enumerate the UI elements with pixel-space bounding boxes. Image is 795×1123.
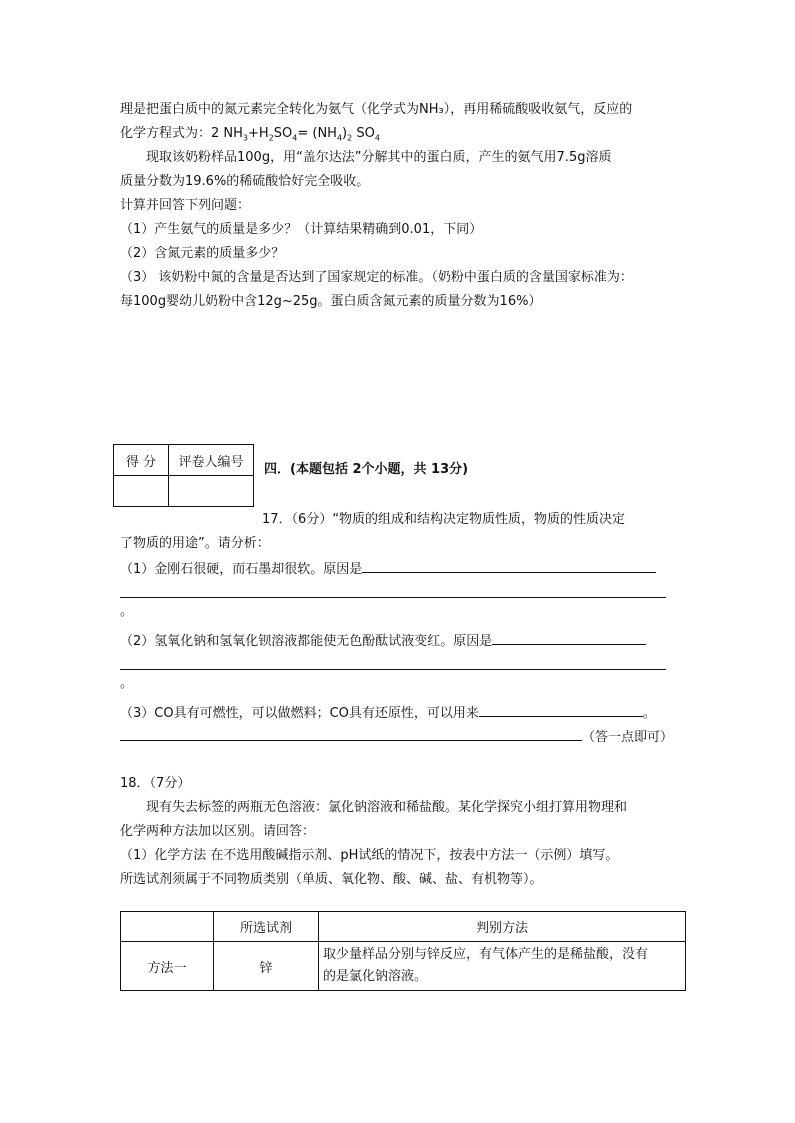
question-3b: 每100g婴幼儿奶粉中含12g~25g。蛋白质含氮元素的质量分数为16%） xyxy=(120,294,542,309)
equation-part: +H xyxy=(248,126,269,141)
section-4-title: 四．(本题包括 2个小题，共 13分) xyxy=(264,462,469,477)
equation-suffix: SO xyxy=(352,126,375,141)
q17-part-1 xyxy=(120,558,656,580)
score-label: 得 分 xyxy=(114,445,169,476)
table-header-method: 判别方法 xyxy=(319,912,686,942)
grader-input[interactable] xyxy=(169,476,254,507)
score-input[interactable] xyxy=(114,476,169,507)
period: 。 xyxy=(642,706,656,721)
q17-line-2: 了物质的用途”。请分析： xyxy=(120,536,270,551)
answer-blank[interactable] xyxy=(120,726,582,741)
q18-line-2: 化学两种方法加以区别。请回答： xyxy=(120,824,316,839)
intro-line-1: 理是把蛋白质中的氮元素完全转化为氨气（化学式为NH₃），再用稀硫酸吸收氨气，反应的 xyxy=(120,102,633,117)
equation-part: = (NH xyxy=(297,126,337,141)
sub: 2 xyxy=(268,133,274,143)
sub: 4 xyxy=(292,133,298,143)
sub: 3 xyxy=(242,133,248,143)
table-row-method xyxy=(319,942,686,991)
answer-blank[interactable] xyxy=(362,558,656,573)
equation-part: ) xyxy=(342,126,348,141)
answer-line[interactable] xyxy=(120,669,666,670)
equation-prefix: 化学方程式为：2 NH xyxy=(120,126,243,141)
table-header-empty xyxy=(121,912,214,942)
table-header-reagent: 所选试剂 xyxy=(214,912,319,942)
period: 。 xyxy=(120,676,134,691)
equation-part: SO xyxy=(273,126,293,141)
method-text-a: 取少量样品分别与锌反应，有气体产生的是稀盐酸，没有 xyxy=(323,947,649,962)
question-1: （1）产生氨气的质量是多少？（计算结果精确到0.01，下同） xyxy=(120,222,483,237)
question-2: （2）含氮元素的质量多少？ xyxy=(120,246,285,261)
sub: 4 xyxy=(336,133,343,143)
method-table xyxy=(120,911,686,991)
grader-label: 评卷人编号 xyxy=(169,445,254,476)
table-row-label: 方法一 xyxy=(121,942,214,991)
score-box xyxy=(113,444,254,507)
q17-part-3 xyxy=(120,702,656,724)
table-row-reagent: 锌 xyxy=(214,942,319,991)
sub: 2 xyxy=(347,133,353,143)
q18-title: 18．（7分） xyxy=(120,776,191,791)
answer-line[interactable] xyxy=(120,597,666,598)
q17-part-3-line-2 xyxy=(120,726,673,748)
intro-line-4: 质量分数为19.6%的稀硫酸恰好完全吸收。 xyxy=(120,174,370,189)
q18-line-4: 所选试剂须属于不同物质类别（单质、氧化物、酸、碱、盐、有机物等）。 xyxy=(120,872,543,887)
intro-line-3: 现取该奶粉样品100g，用“盖尔达法”分解其中的蛋白质，产生的氨气用7.5g溶质 xyxy=(146,150,612,165)
answer-blank[interactable] xyxy=(492,630,646,645)
q18-line-1: 现有失去标签的两瓶无色溶液：氯化钠溶液和稀盐酸。某化学探究小组打算用物理和 xyxy=(146,800,628,815)
intro-line-5: 计算并回答下列问题： xyxy=(120,198,251,213)
method-text-b: 的是氯化钠溶液。 xyxy=(323,969,428,984)
q17-part-3-text: （3）CO具有可燃性，可以做燃料；CO具有还原性，可以用来 xyxy=(120,706,479,721)
q17-part-2-text: （2）氢氧化钠和氢氧化钡溶液都能使无色酚酞试液变红。原因是 xyxy=(120,634,493,649)
period: 。 xyxy=(120,604,134,619)
q17-part-1-text: （1）金刚石很硬，而石墨却很软。原因是 xyxy=(120,562,363,577)
intro-equation-line xyxy=(120,124,380,149)
answer-blank[interactable] xyxy=(479,702,643,717)
sub: 4 xyxy=(374,133,380,143)
q18-line-3: （1）化学方法 在不选用酸碱指示剂、pH试纸的情况下，按表中方法一（示例）填写。 xyxy=(120,848,619,863)
question-3a: （3） 该奶粉中氮的含量是否达到了国家规定的标准。（奶粉中蛋白质的含量国家标准为： xyxy=(120,270,633,285)
q17-part-2 xyxy=(120,630,646,652)
q17-line-1: 17．（6分）“物质的组成和结构决定物质性质，物质的性质决定 xyxy=(262,512,626,527)
q17-note: （答一点即可） xyxy=(582,730,674,745)
